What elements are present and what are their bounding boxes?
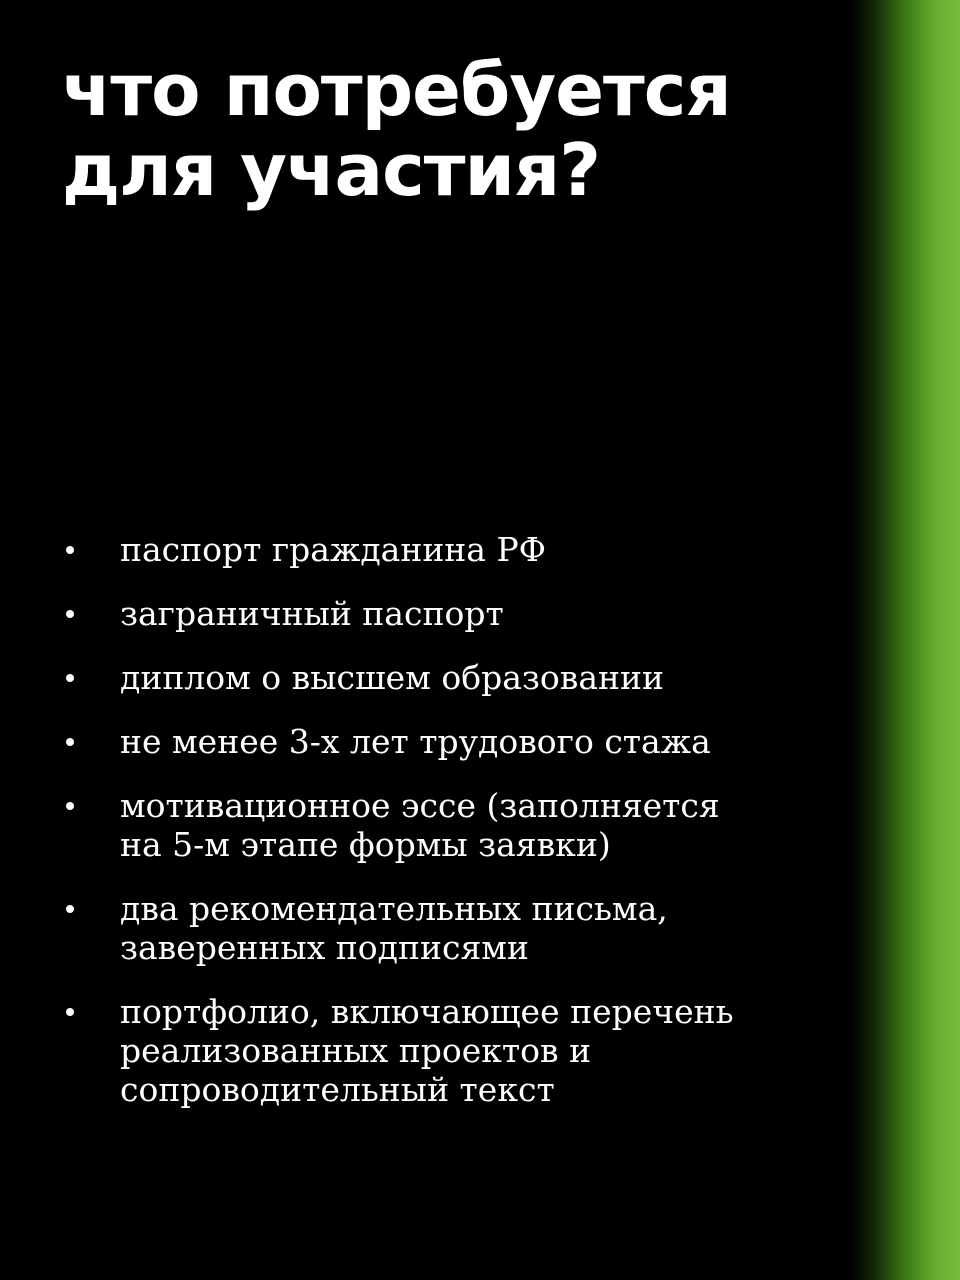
list-item-text: не менее 3-х лет трудового стажа [120,722,711,761]
list-item-text: мотивационное эссе (заполняется на 5-м этапе формы заявки) [120,786,720,864]
bullet-icon [66,610,74,618]
list-item-text: портфолио, включающее перечень реализованных проектов и сопроводительный текст [120,992,734,1109]
bullet-icon [66,1008,74,1016]
bullet-icon [66,905,74,913]
list-item [62,786,762,864]
list-item-text: заграничный паспорт [120,594,504,633]
requirements-list [62,530,762,1134]
green-gradient-edge [850,0,960,1280]
list-item-text: два рекомендательных письма, заверенных подписями [120,889,668,967]
bullet-icon [66,738,74,746]
bullet-icon [66,674,74,682]
list-item [62,530,762,569]
list-item [62,722,762,761]
list-item [62,889,762,967]
page-title [62,50,842,210]
list-item [62,658,762,697]
bullet-icon [66,546,74,554]
page-title-line-1: что потребуется [62,48,731,132]
list-item [62,992,762,1109]
bullet-icon [66,802,74,810]
list-item-text: диплом о высшем образовании [120,658,664,697]
list-item [62,594,762,633]
page-title-line-2: для участия? [62,128,600,212]
list-item-text: паспорт гражданина РФ [120,530,547,569]
